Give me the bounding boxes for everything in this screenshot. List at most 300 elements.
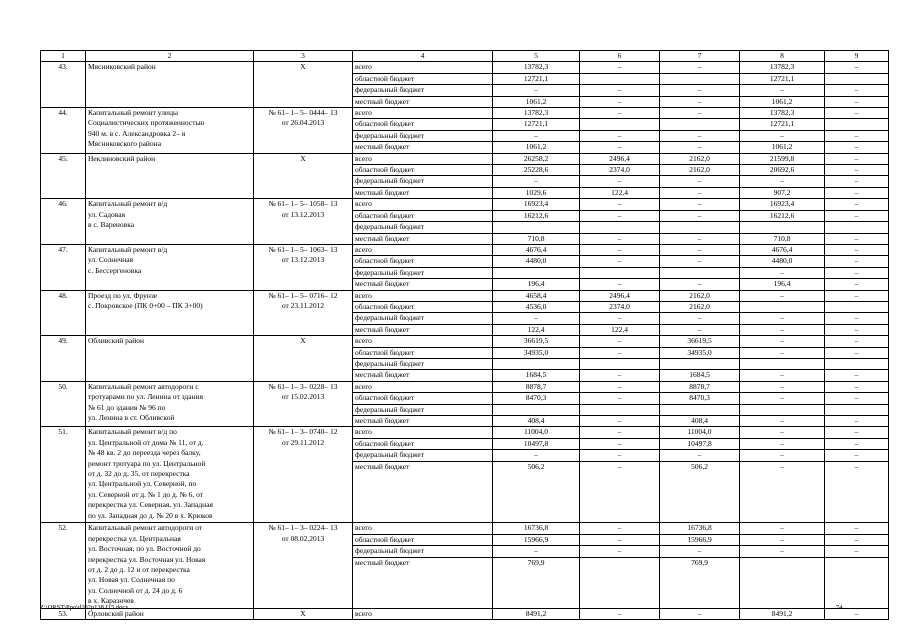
column-header-2: 2 <box>86 51 254 62</box>
funding-source: всего <box>353 244 493 255</box>
funding-source: федеральный бюджет <box>353 313 493 324</box>
row-number: 44. <box>41 108 86 154</box>
amount-cell: 34935,0 <box>660 347 740 358</box>
amount-cell: 12721,1 <box>740 73 825 84</box>
approval-document <box>254 153 353 199</box>
object-name <box>86 290 254 336</box>
approval-document <box>254 523 353 609</box>
amount-cell: – <box>740 130 825 141</box>
amount-cell: – <box>825 165 889 176</box>
amount-cell <box>740 301 825 312</box>
amount-cell <box>580 358 660 369</box>
page-number: 74 <box>836 604 843 611</box>
funding-source: местный бюджет <box>353 233 493 244</box>
approval-document-line: от 15.02.2013 <box>281 392 325 402</box>
table-row <box>41 199 889 210</box>
funding-source: местный бюджет <box>353 461 493 523</box>
amount-cell: 710,8 <box>740 233 825 244</box>
funding-source: всего <box>353 62 493 73</box>
amount-cell: – <box>660 62 740 73</box>
object-name-line: с. Бессергеновка <box>88 265 142 275</box>
amount-cell: 16923,4 <box>493 199 580 210</box>
amount-cell: – <box>580 609 660 620</box>
amount-cell <box>660 358 740 369</box>
amount-cell: – <box>580 313 660 324</box>
funding-source: местный бюджет <box>353 557 493 608</box>
amount-cell: 2374,0 <box>580 301 660 312</box>
approval-document <box>254 62 353 108</box>
amount-cell: – <box>580 199 660 210</box>
amount-cell: 1061,2 <box>740 96 825 107</box>
approval-document-line: от 29.11.2012 <box>281 437 325 447</box>
amount-cell: 12721,1 <box>740 119 825 130</box>
object-name-line: от д. 32 до д. 35, от перекрестка <box>88 469 190 479</box>
amount-cell: 11004,0 <box>493 427 580 438</box>
object-name <box>86 153 254 199</box>
object-name-line: ул. Центральной от дома № 11, от д. <box>88 437 204 447</box>
object-name <box>86 336 254 382</box>
object-name-line: от д. 2 до д. 12 и от перекрестка <box>88 565 190 575</box>
amount-cell: 506,2 <box>493 461 580 523</box>
funding-source: областной бюджет <box>353 347 493 358</box>
object-name <box>86 244 254 290</box>
amount-cell: – <box>580 416 660 427</box>
amount-cell: – <box>825 187 889 198</box>
amount-cell: 16736,8 <box>660 523 740 534</box>
amount-cell: – <box>825 130 889 141</box>
amount-cell: – <box>660 609 740 620</box>
amount-cell: – <box>740 324 825 335</box>
amount-cell: 122,4 <box>493 324 580 335</box>
amount-cell: – <box>740 523 825 534</box>
amount-cell: – <box>825 96 889 107</box>
object-name <box>86 108 254 154</box>
object-name-line: Капитальный ремонт в/д по <box>88 427 177 437</box>
amount-cell: 15966,9 <box>493 534 580 545</box>
amount-cell: 8470,3 <box>493 393 580 404</box>
object-name-line: Обливский район <box>88 336 145 346</box>
amount-cell: – <box>825 461 889 523</box>
object-name-line: Капитальный ремонт в/д <box>88 199 168 209</box>
object-name-line: ул. Садовая <box>88 209 126 219</box>
approval-document-line: Х <box>300 609 306 619</box>
funding-source: местный бюджет <box>353 96 493 107</box>
amount-cell: – <box>825 416 889 427</box>
object-name-line: ул. Солнечная <box>88 255 134 265</box>
approval-document-line: № 61– 1– 3– 0224– 13 <box>268 523 338 533</box>
amount-cell: – <box>580 427 660 438</box>
funding-source: федеральный бюджет <box>353 546 493 557</box>
amount-cell: 2162,0 <box>660 153 740 164</box>
file-path: Z:\ORST\Ppo\d202p138.f15.docx <box>40 604 129 611</box>
amount-cell: – <box>580 438 660 449</box>
amount-cell: 16923,4 <box>740 199 825 210</box>
funding-source: местный бюджет <box>353 416 493 427</box>
amount-cell: 4480,0 <box>493 256 580 267</box>
funding-source: всего <box>353 290 493 301</box>
amount-cell: – <box>580 461 660 523</box>
funding-source: областной бюджет <box>353 534 493 545</box>
approval-document <box>254 290 353 336</box>
amount-cell: 26258,2 <box>493 153 580 164</box>
amount-cell <box>580 267 660 278</box>
object-name <box>86 381 254 427</box>
amount-cell: – <box>660 324 740 335</box>
funding-source: областной бюджет <box>353 301 493 312</box>
row-number: 46. <box>41 199 86 245</box>
amount-cell: 13782,3 <box>740 108 825 119</box>
amount-cell: – <box>580 130 660 141</box>
amount-cell: 15966,9 <box>660 534 740 545</box>
object-name-line: Капитальный ремонт автодороги с <box>88 381 199 391</box>
amount-cell: – <box>825 176 889 187</box>
amount-cell <box>825 222 889 233</box>
amount-cell: 196,4 <box>740 279 825 290</box>
amount-cell: – <box>825 199 889 210</box>
amount-cell: – <box>825 347 889 358</box>
approval-document-line: Х <box>300 336 306 346</box>
funding-source: федеральный бюджет <box>353 85 493 96</box>
amount-cell: 196,4 <box>493 279 580 290</box>
amount-cell <box>825 301 889 312</box>
approval-document-line: Х <box>300 153 306 163</box>
amount-cell: 408,4 <box>493 416 580 427</box>
table-row <box>41 244 889 255</box>
amount-cell <box>493 404 580 415</box>
amount-cell <box>740 557 825 608</box>
object-name <box>86 523 254 609</box>
amount-cell: – <box>825 279 889 290</box>
object-name-line: ул. Солнечной от д. 24 до д. 6 <box>88 585 183 595</box>
object-name-line: по ул. Западная до д. № 20 в х. Крюков <box>88 510 213 520</box>
column-header-3: 3 <box>254 51 353 62</box>
table-row <box>41 153 889 164</box>
amount-cell <box>825 404 889 415</box>
amount-cell: 4480,0 <box>740 256 825 267</box>
funding-source: всего <box>353 336 493 347</box>
amount-cell <box>493 222 580 233</box>
amount-cell: 8878,7 <box>660 381 740 392</box>
amount-cell: – <box>825 267 889 278</box>
row-number: 43. <box>41 62 86 108</box>
object-name-line: Капитальный ремонт в/д <box>88 244 168 254</box>
amount-cell: – <box>740 347 825 358</box>
table-row <box>41 108 889 119</box>
amount-cell: – <box>580 450 660 461</box>
amount-cell: – <box>580 210 660 221</box>
approval-document-line: от 23.11.2012 <box>281 300 325 310</box>
amount-cell: – <box>580 381 660 392</box>
object-name-line: Капитальный ремонт улицы <box>88 108 178 118</box>
object-name-line: ремонт тротуара по ул. Центральной <box>88 458 206 468</box>
amount-cell: 8491,2 <box>493 609 580 620</box>
row-number: 53. <box>41 609 86 620</box>
column-header-8: 8 <box>740 51 825 62</box>
amount-cell: – <box>740 450 825 461</box>
table-row <box>41 381 889 392</box>
amount-cell: – <box>660 210 740 221</box>
approval-document <box>254 108 353 154</box>
amount-cell: – <box>825 438 889 449</box>
approval-document-line: от 13.12.2013 <box>281 255 325 265</box>
funding-source: местный бюджет <box>353 370 493 381</box>
amount-cell: 122,4 <box>580 187 660 198</box>
row-number: 45. <box>41 153 86 199</box>
object-name-line: Капитальный ремонт автодороги от <box>88 523 203 533</box>
amount-cell <box>493 267 580 278</box>
amount-cell: – <box>740 290 825 301</box>
funding-source: областной бюджет <box>353 210 493 221</box>
amount-cell: – <box>825 256 889 267</box>
amount-cell: – <box>493 130 580 141</box>
funding-source: всего <box>353 108 493 119</box>
amount-cell <box>660 404 740 415</box>
amount-cell: – <box>580 176 660 187</box>
amount-cell <box>580 404 660 415</box>
amount-cell: – <box>825 108 889 119</box>
amount-cell: – <box>580 523 660 534</box>
funding-source: всего <box>353 381 493 392</box>
amount-cell: – <box>825 381 889 392</box>
row-number: 51. <box>41 427 86 523</box>
amount-cell: – <box>580 108 660 119</box>
amount-cell: – <box>740 534 825 545</box>
amount-cell: 13782,3 <box>740 62 825 73</box>
funding-source: федеральный бюджет <box>353 267 493 278</box>
amount-cell <box>825 358 889 369</box>
amount-cell: 710,8 <box>493 233 580 244</box>
amount-cell: – <box>740 85 825 96</box>
funding-source: областной бюджет <box>353 119 493 130</box>
amount-cell: – <box>580 534 660 545</box>
amount-cell: – <box>580 85 660 96</box>
amount-cell <box>580 557 660 608</box>
amount-cell: – <box>825 290 889 301</box>
object-name <box>86 62 254 108</box>
amount-cell <box>580 73 660 84</box>
object-name-line: тротуарами по ул. Ленина от здания <box>88 392 204 402</box>
object-name <box>86 427 254 523</box>
funding-source: областной бюджет <box>353 393 493 404</box>
amount-cell: – <box>825 324 889 335</box>
amount-cell: – <box>660 313 740 324</box>
amount-cell <box>825 119 889 130</box>
amount-cell: 1029,6 <box>493 187 580 198</box>
approval-document <box>254 244 353 290</box>
amount-cell: – <box>740 427 825 438</box>
table-row <box>41 336 889 347</box>
amount-cell: 4536,0 <box>493 301 580 312</box>
approval-document-line: № 61– 1– 5– 1058– 13 <box>268 199 338 209</box>
amount-cell: 506,2 <box>660 461 740 523</box>
amount-cell: – <box>580 370 660 381</box>
amount-cell: 2162,0 <box>660 301 740 312</box>
amount-cell: – <box>660 279 740 290</box>
approval-document-line: № 61– 1– 5– 0444– 13 <box>268 108 338 118</box>
approval-document <box>254 199 353 245</box>
approval-document <box>254 381 353 427</box>
approval-document-line: от 08.02.2013 <box>281 533 325 543</box>
amount-cell: – <box>740 461 825 523</box>
funding-source: всего <box>353 153 493 164</box>
amount-cell: – <box>660 130 740 141</box>
amount-cell: 1684,5 <box>660 370 740 381</box>
column-header-1: 1 <box>41 51 86 62</box>
amount-cell: – <box>740 176 825 187</box>
object-name-line: 940 м. в с. Александровка 2– я <box>88 128 186 138</box>
amount-cell: – <box>660 85 740 96</box>
object-name-line: перекрестка ул. Центральная <box>88 533 181 543</box>
amount-cell: 408,4 <box>660 416 740 427</box>
funding-source: федеральный бюджет <box>353 404 493 415</box>
amount-cell <box>825 73 889 84</box>
amount-cell: 2496,4 <box>580 153 660 164</box>
amount-cell: – <box>660 450 740 461</box>
amount-cell: 12721,1 <box>493 73 580 84</box>
table-body <box>41 62 889 620</box>
amount-cell: – <box>660 546 740 557</box>
row-number: 48. <box>41 290 86 336</box>
funding-source: областной бюджет <box>353 438 493 449</box>
amount-cell: – <box>580 546 660 557</box>
amount-cell: – <box>825 210 889 221</box>
approval-document <box>254 336 353 382</box>
object-name-line: перекрестка ул. Северная, ул. Западная <box>88 500 213 510</box>
amount-cell: – <box>740 416 825 427</box>
object-name <box>86 199 254 245</box>
amount-cell: – <box>740 393 825 404</box>
amount-cell: – <box>493 85 580 96</box>
amount-cell: 1061,2 <box>493 142 580 153</box>
funding-source: всего <box>353 523 493 534</box>
approval-document <box>254 427 353 523</box>
amount-cell: 8470,3 <box>660 393 740 404</box>
amount-cell: – <box>580 336 660 347</box>
amount-cell: – <box>660 108 740 119</box>
amount-cell: – <box>580 244 660 255</box>
object-name-line: Мясниковского района <box>88 139 162 149</box>
funding-source: федеральный бюджет <box>353 222 493 233</box>
table-row <box>41 609 889 620</box>
funding-source: федеральный бюджет <box>353 176 493 187</box>
amount-cell: 36619,5 <box>493 336 580 347</box>
amount-cell: – <box>660 142 740 153</box>
amount-cell: 1061,2 <box>740 142 825 153</box>
amount-cell: 25228,6 <box>493 165 580 176</box>
object-name-line: Проезд по ул. Фрунзе <box>88 290 158 300</box>
funding-source: местный бюджет <box>353 142 493 153</box>
funding-source: всего <box>353 199 493 210</box>
object-name-line: Орловский район <box>88 609 144 619</box>
funding-source: федеральный бюджет <box>353 450 493 461</box>
amount-cell <box>740 404 825 415</box>
funding-source: областной бюджет <box>353 165 493 176</box>
amount-cell: – <box>660 187 740 198</box>
table-row <box>41 62 889 73</box>
amount-cell: – <box>660 96 740 107</box>
amount-cell: – <box>825 336 889 347</box>
amount-cell: 20692,6 <box>740 165 825 176</box>
amount-cell <box>660 222 740 233</box>
amount-cell: 2162,0 <box>660 165 740 176</box>
amount-cell: 1061,2 <box>493 96 580 107</box>
approval-document-line: № 61– 1– 5– 0716– 12 <box>268 290 338 300</box>
row-number: 47. <box>41 244 86 290</box>
object-name-line: в х. Каразичев <box>88 596 134 606</box>
amount-cell: – <box>493 176 580 187</box>
amount-cell: – <box>580 142 660 153</box>
amount-cell <box>580 119 660 130</box>
column-header-5: 5 <box>493 51 580 62</box>
funding-source: местный бюджет <box>353 324 493 335</box>
amount-cell: – <box>660 176 740 187</box>
approval-document-line: от 26.04.2013 <box>281 118 325 128</box>
object-name-line: ул. Северной от д. № 1 до д. № 6, от <box>88 489 204 499</box>
amount-cell: – <box>825 153 889 164</box>
amount-cell: – <box>580 256 660 267</box>
amount-cell: – <box>740 546 825 557</box>
amount-cell: 769,9 <box>493 557 580 608</box>
amount-cell: 907,2 <box>740 187 825 198</box>
amount-cell: 12721,1 <box>493 119 580 130</box>
amount-cell: – <box>825 450 889 461</box>
funding-source: всего <box>353 609 493 620</box>
object-name-line: № 61 до здания № 96 по <box>88 402 166 412</box>
amount-cell: 13782,3 <box>493 62 580 73</box>
amount-cell: – <box>493 546 580 557</box>
funding-source: местный бюджет <box>353 279 493 290</box>
object-name-line: ул. Центральной ул. Северной, по <box>88 479 197 489</box>
amount-cell <box>660 119 740 130</box>
object-name-line: ул. Ленина в ст. Обливской <box>88 413 175 422</box>
amount-cell: – <box>740 336 825 347</box>
amount-cell: – <box>580 96 660 107</box>
amount-cell <box>740 358 825 369</box>
amount-cell: – <box>660 244 740 255</box>
amount-cell: 10497,8 <box>493 438 580 449</box>
amount-cell: 122,4 <box>580 324 660 335</box>
approval-document-line: от 13.12.2013 <box>281 209 325 219</box>
amount-cell: – <box>825 62 889 73</box>
table-row <box>41 290 889 301</box>
amount-cell: 4676,4 <box>740 244 825 255</box>
amount-cell: 2496,4 <box>580 290 660 301</box>
amount-cell: – <box>825 313 889 324</box>
amount-cell: – <box>825 233 889 244</box>
object-name-line: Неклиновский район <box>88 153 156 163</box>
column-header-9: 9 <box>825 51 889 62</box>
amount-cell: – <box>825 393 889 404</box>
funding-source: местный бюджет <box>353 187 493 198</box>
object-name-line: ул. Новая ул. Солнечная по <box>88 575 175 585</box>
row-number: 49. <box>41 336 86 382</box>
amount-cell <box>580 222 660 233</box>
funding-source: федеральный бюджет <box>353 130 493 141</box>
amount-cell: 4658,4 <box>493 290 580 301</box>
table-row <box>41 523 889 534</box>
amount-cell: 16212,6 <box>740 210 825 221</box>
object-name-line: Мясниковский район <box>88 62 156 72</box>
amount-cell: – <box>580 279 660 290</box>
amount-cell: – <box>825 244 889 255</box>
amount-cell: – <box>580 347 660 358</box>
amount-cell: 8878,7 <box>493 381 580 392</box>
approval-document <box>254 609 353 620</box>
funding-source: областной бюджет <box>353 256 493 267</box>
amount-cell: – <box>580 233 660 244</box>
amount-cell: 34935,0 <box>493 347 580 358</box>
column-header-7: 7 <box>660 51 740 62</box>
